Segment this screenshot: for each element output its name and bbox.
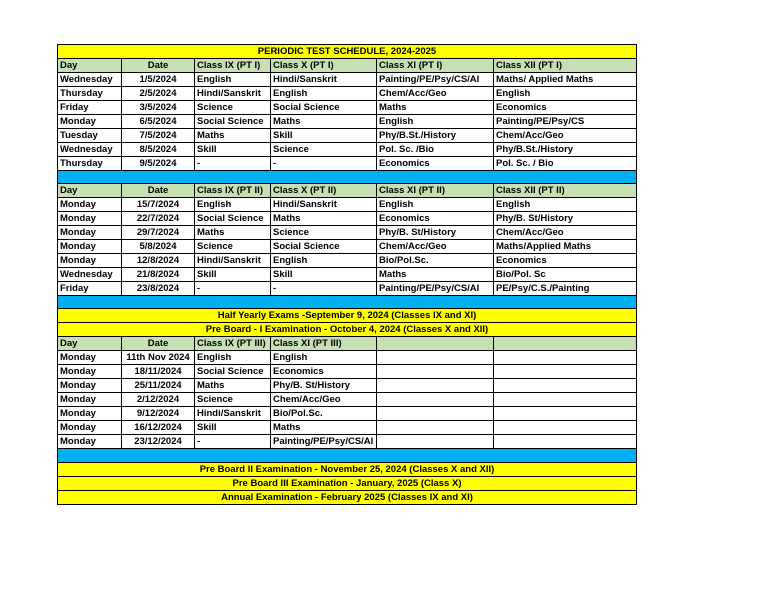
- pt1-cell-class-ix[interactable]: Maths: [195, 129, 271, 143]
- pt3-cell-date[interactable]: 25/11/2024: [122, 379, 195, 393]
- pt1-cell-class-ix[interactable]: -: [195, 157, 271, 171]
- pt1-cell-class-x[interactable]: Science: [271, 143, 377, 157]
- pt2-row: [58, 240, 637, 254]
- pt1-header-date[interactable]: Date: [122, 59, 195, 73]
- pt3-cell-class-ix[interactable]: Skill: [195, 421, 271, 435]
- pt2-cell-class-xi[interactable]: Maths: [377, 268, 494, 282]
- pt2-cell-day[interactable]: Wednesday: [58, 268, 122, 282]
- pt3-header-date[interactable]: Date: [122, 337, 195, 351]
- pt2-cell-class-ix[interactable]: Skill: [195, 268, 271, 282]
- pt2-cell-class-x[interactable]: English: [271, 254, 377, 268]
- pt1-cell-day[interactable]: Wednesday: [58, 143, 122, 157]
- pt1-cell-date[interactable]: 8/5/2024: [122, 143, 195, 157]
- pt3-cell-class-xi[interactable]: [377, 351, 494, 365]
- schedule-sheet: [57, 44, 637, 505]
- pt1-cell-class-x[interactable]: -: [271, 157, 377, 171]
- pt1-cell-class-x[interactable]: English: [271, 87, 377, 101]
- pt3-header-day[interactable]: Day: [58, 337, 122, 351]
- pt3-row: [58, 393, 637, 407]
- pt3-cell-class-x[interactable]: Phy/B. St/History: [271, 379, 377, 393]
- pt2-cell-day[interactable]: Monday: [58, 212, 122, 226]
- title-row: [58, 45, 637, 59]
- pt2-header-day[interactable]: Day: [58, 184, 122, 198]
- pt3-cell-day[interactable]: Monday: [58, 407, 122, 421]
- pt2-cell-day[interactable]: Monday: [58, 226, 122, 240]
- pt2-cell-class-xii[interactable]: PE/Psy/C.S./Painting: [494, 282, 637, 296]
- pt3-cell-class-xii[interactable]: [494, 421, 637, 435]
- schedule-title[interactable]: PERIODIC TEST SCHEDULE, 2024-2025: [58, 45, 637, 59]
- pt2-cell-class-xi[interactable]: Bio/Pol.Sc.: [377, 254, 494, 268]
- pt1-cell-class-x[interactable]: Hindi/Sanskrit: [271, 73, 377, 87]
- pt1-cell-class-ix[interactable]: Science: [195, 101, 271, 115]
- notice2-row: [58, 323, 637, 337]
- pt3-cell-class-ix[interactable]: English: [195, 351, 271, 365]
- pt3-cell-class-x[interactable]: Maths: [271, 421, 377, 435]
- pt2-row: [58, 226, 637, 240]
- notice-5[interactable]: Annual Examination - February 2025 (Classes IX and XI): [58, 490, 637, 504]
- pt2-cell-class-xi[interactable]: Chem/Acc/Geo: [377, 240, 494, 254]
- pt2-cell-date[interactable]: 22/7/2024: [122, 212, 195, 226]
- pt3-cell-class-xi[interactable]: [377, 421, 494, 435]
- pt2-row: [58, 282, 637, 296]
- notice-1[interactable]: Half Yearly Exams -September 9, 2024 (Classes IX and XI): [58, 309, 637, 323]
- pt1-cell-day[interactable]: Thursday: [58, 157, 122, 171]
- notice-3[interactable]: Pre Board II Examination - November 25, 2024 (Classes X and XII): [58, 462, 637, 476]
- pt3-cell-day[interactable]: Monday: [58, 421, 122, 435]
- pt3-row: [58, 407, 637, 421]
- pt1-cell-class-xii[interactable]: Maths/ Applied Maths: [494, 73, 637, 87]
- notice4-row: [58, 476, 637, 490]
- pt2-header-class-xi[interactable]: Class XI (PT II): [377, 184, 494, 198]
- pt1-cell-class-xii[interactable]: English: [494, 87, 637, 101]
- pt1-cell-class-ix[interactable]: Skill: [195, 143, 271, 157]
- pt3-cell-class-xii[interactable]: [494, 407, 637, 421]
- separator-1-cell[interactable]: [58, 171, 637, 184]
- pt2-cell-class-x[interactable]: Skill: [271, 268, 377, 282]
- pt2-cell-class-xii[interactable]: Phy/B. St/History: [494, 212, 637, 226]
- pt1-cell-class-xi[interactable]: Pol. Sc. /Bio: [377, 143, 494, 157]
- pt1-cell-class-x[interactable]: Maths: [271, 115, 377, 129]
- pt1-cell-date[interactable]: 7/5/2024: [122, 129, 195, 143]
- pt3-cell-day[interactable]: Monday: [58, 365, 122, 379]
- pt1-row: [58, 87, 637, 101]
- pt1-cell-class-xii[interactable]: Painting/PE/Psy/CS: [494, 115, 637, 129]
- pt3-cell-class-ix[interactable]: Hindi/Sanskrit: [195, 407, 271, 421]
- pt2-cell-date[interactable]: 12/8/2024: [122, 254, 195, 268]
- pt2-cell-class-x[interactable]: Science: [271, 226, 377, 240]
- pt2-header-class-xii[interactable]: Class XII (PT II): [494, 184, 637, 198]
- notice5-row: [58, 490, 637, 504]
- pt1-cell-class-ix[interactable]: Social Science: [195, 115, 271, 129]
- pt1-header-class-ix[interactable]: Class IX (PT I): [195, 59, 271, 73]
- pt3-header-class-xii[interactable]: [494, 337, 637, 351]
- pt3-header-row: [58, 337, 637, 351]
- pt2-cell-day[interactable]: Friday: [58, 282, 122, 296]
- pt3-row: [58, 379, 637, 393]
- pt3-cell-class-xi[interactable]: [377, 365, 494, 379]
- pt2-cell-day[interactable]: Monday: [58, 240, 122, 254]
- notice-2[interactable]: Pre Board - I Examination - October 4, 2024 (Classes X and XII): [58, 323, 637, 337]
- pt2-cell-class-x[interactable]: Hindi/Sanskrit: [271, 198, 377, 212]
- pt1-cell-date[interactable]: 6/5/2024: [122, 115, 195, 129]
- pt1-header-row: [58, 59, 637, 73]
- pt3-cell-date[interactable]: 11th Nov 2024: [122, 351, 195, 365]
- pt3-header-class-x[interactable]: Class XI (PT III): [271, 337, 377, 351]
- pt1-row: [58, 73, 637, 87]
- pt3-cell-day[interactable]: Monday: [58, 393, 122, 407]
- pt3-cell-class-x[interactable]: English: [271, 351, 377, 365]
- pt3-cell-class-xii[interactable]: [494, 435, 637, 449]
- pt1-cell-date[interactable]: 1/5/2024: [122, 73, 195, 87]
- pt1-row: [58, 157, 637, 171]
- pt1-cell-day[interactable]: Friday: [58, 101, 122, 115]
- pt3-cell-class-xii[interactable]: [494, 351, 637, 365]
- pt2-header-row: [58, 184, 637, 198]
- pt2-cell-class-ix[interactable]: Science: [195, 240, 271, 254]
- pt2-cell-class-xi[interactable]: Economics: [377, 212, 494, 226]
- pt2-cell-class-xii[interactable]: English: [494, 198, 637, 212]
- pt2-header-class-x[interactable]: Class X (PT II): [271, 184, 377, 198]
- separator-2: [58, 296, 637, 309]
- pt2-row: [58, 212, 637, 226]
- pt1-cell-class-ix[interactable]: English: [195, 73, 271, 87]
- pt1-cell-day[interactable]: Monday: [58, 115, 122, 129]
- pt3-row: [58, 435, 637, 449]
- pt2-row: [58, 254, 637, 268]
- pt3-cell-class-x[interactable]: Painting/PE/Psy/CS/AI: [271, 435, 377, 449]
- pt3-cell-class-xi[interactable]: [377, 435, 494, 449]
- pt2-cell-day[interactable]: Monday: [58, 254, 122, 268]
- pt3-cell-class-ix[interactable]: Maths: [195, 379, 271, 393]
- pt1-cell-class-xi[interactable]: Chem/Acc/Geo: [377, 87, 494, 101]
- pt2-cell-class-xi[interactable]: Phy/B. St/History: [377, 226, 494, 240]
- pt2-cell-day[interactable]: Monday: [58, 198, 122, 212]
- pt1-cell-class-xii[interactable]: Economics: [494, 101, 637, 115]
- pt2-cell-class-xi[interactable]: English: [377, 198, 494, 212]
- pt2-row: [58, 268, 637, 282]
- pt2-header-class-ix[interactable]: Class IX (PT II): [195, 184, 271, 198]
- pt3-cell-class-xii[interactable]: [494, 365, 637, 379]
- pt3-cell-class-x[interactable]: Chem/Acc/Geo: [271, 393, 377, 407]
- pt2-cell-date[interactable]: 21/8/2024: [122, 268, 195, 282]
- pt1-header-class-xii[interactable]: Class XII (PT I): [494, 59, 637, 73]
- pt3-row: [58, 365, 637, 379]
- pt3-header-class-ix[interactable]: Class IX (PT III): [195, 337, 271, 351]
- pt2-cell-class-x[interactable]: Social Science: [271, 240, 377, 254]
- pt1-cell-date[interactable]: 9/5/2024: [122, 157, 195, 171]
- pt2-row: [58, 198, 637, 212]
- pt2-cell-class-ix[interactable]: Hindi/Sanskrit: [195, 254, 271, 268]
- pt3-row: [58, 351, 637, 365]
- pt2-cell-class-ix[interactable]: Social Science: [195, 212, 271, 226]
- separator-1: [58, 171, 637, 184]
- pt3-cell-day[interactable]: Monday: [58, 379, 122, 393]
- pt2-cell-class-xi[interactable]: Painting/PE/Psy/CS/AI: [377, 282, 494, 296]
- pt1-cell-class-xi[interactable]: Painting/PE/Psy/CS/AI: [377, 73, 494, 87]
- pt1-header-day[interactable]: Day: [58, 59, 122, 73]
- pt3-cell-day[interactable]: Monday: [58, 351, 122, 365]
- pt3-cell-class-ix[interactable]: -: [195, 435, 271, 449]
- pt3-cell-day[interactable]: Monday: [58, 435, 122, 449]
- pt3-cell-class-x[interactable]: Economics: [271, 365, 377, 379]
- pt3-cell-date[interactable]: 16/12/2024: [122, 421, 195, 435]
- pt1-row: [58, 101, 637, 115]
- pt3-cell-date[interactable]: 23/12/2024: [122, 435, 195, 449]
- pt1-cell-date[interactable]: 2/5/2024: [122, 87, 195, 101]
- pt1-cell-day[interactable]: Tuesday: [58, 129, 122, 143]
- pt1-cell-class-x[interactable]: Social Science: [271, 101, 377, 115]
- pt1-cell-class-x[interactable]: Skill: [271, 129, 377, 143]
- pt3-cell-class-xii[interactable]: [494, 379, 637, 393]
- pt2-cell-class-x[interactable]: -: [271, 282, 377, 296]
- pt3-cell-class-xii[interactable]: [494, 393, 637, 407]
- pt1-row: [58, 129, 637, 143]
- notice-4[interactable]: Pre Board III Examination - January, 2025 (Class X): [58, 476, 637, 490]
- pt2-cell-class-x[interactable]: Maths: [271, 212, 377, 226]
- notice3-row: [58, 462, 637, 476]
- pt1-cell-day[interactable]: Thursday: [58, 87, 122, 101]
- pt2-cell-class-xii[interactable]: Maths/Applied Maths: [494, 240, 637, 254]
- pt3-cell-class-ix[interactable]: Science: [195, 393, 271, 407]
- pt1-cell-class-xi[interactable]: Economics: [377, 157, 494, 171]
- pt3-cell-class-x[interactable]: Bio/Pol.Sc.: [271, 407, 377, 421]
- separator-3-cell[interactable]: [58, 449, 637, 462]
- pt1-cell-date[interactable]: 3/5/2024: [122, 101, 195, 115]
- pt2-cell-date[interactable]: 15/7/2024: [122, 198, 195, 212]
- pt3-cell-class-xi[interactable]: [377, 393, 494, 407]
- pt3-cell-date[interactable]: 9/12/2024: [122, 407, 195, 421]
- pt2-header-date[interactable]: Date: [122, 184, 195, 198]
- pt3-cell-date[interactable]: 2/12/2024: [122, 393, 195, 407]
- pt1-row: [58, 115, 637, 129]
- pt2-cell-class-xii[interactable]: Chem/Acc/Geo: [494, 226, 637, 240]
- pt2-cell-date[interactable]: 5/8/2024: [122, 240, 195, 254]
- pt2-cell-class-xii[interactable]: Economics: [494, 254, 637, 268]
- pt3-header-class-xi[interactable]: [377, 337, 494, 351]
- separator-2-cell[interactable]: [58, 296, 637, 309]
- pt2-cell-class-xii[interactable]: Bio/Pol. Sc: [494, 268, 637, 282]
- pt2-cell-class-ix[interactable]: Maths: [195, 226, 271, 240]
- pt3-row: [58, 421, 637, 435]
- pt1-header-class-x[interactable]: Class X (PT I): [271, 59, 377, 73]
- pt2-cell-date[interactable]: 23/8/2024: [122, 282, 195, 296]
- separator-3: [58, 449, 637, 462]
- pt1-cell-day[interactable]: Wednesday: [58, 73, 122, 87]
- pt3-cell-date[interactable]: 18/11/2024: [122, 365, 195, 379]
- notice1-row: [58, 309, 637, 323]
- pt1-cell-class-xii[interactable]: Phy/B.St./History: [494, 143, 637, 157]
- pt1-cell-class-xi[interactable]: English: [377, 115, 494, 129]
- pt1-header-class-xi[interactable]: Class XI (PT I): [377, 59, 494, 73]
- pt1-cell-class-ix[interactable]: Hindi/Sanskrit: [195, 87, 271, 101]
- pt3-cell-class-xi[interactable]: [377, 379, 494, 393]
- pt1-row: [58, 143, 637, 157]
- pt3-cell-class-xi[interactable]: [377, 407, 494, 421]
- pt3-cell-class-ix[interactable]: Social Science: [195, 365, 271, 379]
- pt2-cell-class-ix[interactable]: English: [195, 198, 271, 212]
- pt2-cell-class-ix[interactable]: -: [195, 282, 271, 296]
- pt1-cell-class-xi[interactable]: Maths: [377, 101, 494, 115]
- pt2-cell-date[interactable]: 29/7/2024: [122, 226, 195, 240]
- pt1-cell-class-xii[interactable]: Pol. Sc. / Bio: [494, 157, 637, 171]
- pt1-cell-class-xii[interactable]: Chem/Acc/Geo: [494, 129, 637, 143]
- schedule-body: [58, 45, 637, 505]
- pt1-cell-class-xi[interactable]: Phy/B.St./History: [377, 129, 494, 143]
